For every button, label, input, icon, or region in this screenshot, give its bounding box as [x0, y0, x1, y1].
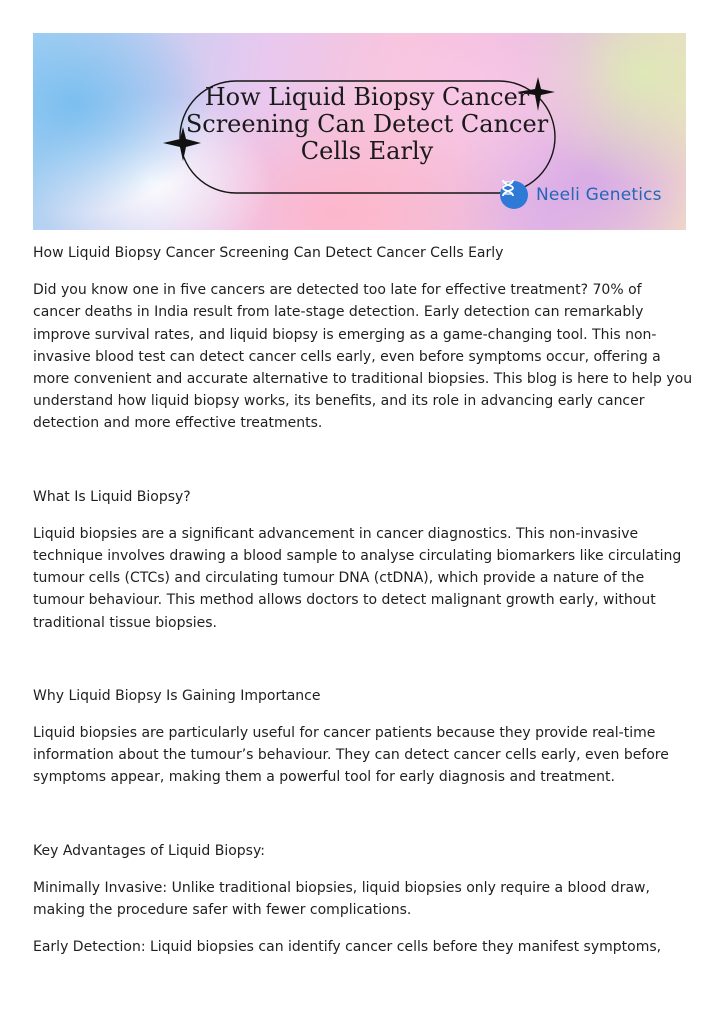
section-body-why-important: Liquid biopsies are particularly useful for cancer patients because they provide real-time information about the tumour’s behaviour. They can detect cancer cells early, even before symptoms appear, making them a powerful tool for early diagnosis and treatment. [33, 725, 669, 786]
hero-banner [33, 33, 686, 230]
brand-name: Neeli Genetics [536, 185, 662, 205]
brand-lockup [500, 179, 662, 211]
section-body-what-is: Liquid biopsies are a significant advancement in cancer diagnostics. This non-invasive technique involves drawing a blood sample to analyse circulating biomarkers like circulating tumour cells (CTCs) and circulating tumour DNA (ctDNA), which provide a nature of the tumour behaviour. This method allows doctors to detect malignant growth early, without traditional tissue biopsies. [33, 525, 682, 631]
section-heading-what-is: What Is Liquid Biopsy? [33, 488, 191, 505]
banner-title-line-1: How Liquid Biopsy Cancer [204, 83, 530, 111]
article-body [33, 242, 693, 958]
advantage-item: Minimally Invasive: Unlike traditional biopsies, liquid biopsies only require a blood draw, making the procedure safer with fewer complications. [33, 879, 650, 919]
banner-title-line-3: Cells Early [300, 137, 434, 165]
banner-title-line-2: Screening Can Detect Cancer [185, 110, 549, 138]
article-title: How Liquid Biopsy Cancer Screening Can Detect Cancer Cells Early [33, 245, 504, 261]
dna-helix-icon [500, 181, 528, 209]
intro-paragraph: Did you know one in five cancers are detected too late for effective treatment? 70% of cancer deaths in India result from late-stage detection. Early detection can remarkably improve survival rates, and liquid biopsy is emerging as a game-changing tool. This non-invasive blood test can detect cancer cells early, even before symptoms occur, offering a more convenient and accurate alternative to traditional biopsies. This blog is here to help you understand how liquid biopsy works, its benefits, and its role in advancing early cancer detection and more effective treatments. [33, 282, 693, 432]
advantage-item: Early Detection: Liquid biopsies can identify cancer cells before they manifest symptoms, [33, 939, 662, 956]
section-heading-why-important: Why Liquid Biopsy Is Gaining Importance [33, 687, 321, 704]
section-heading-advantages: Key Advantages of Liquid Biopsy: [33, 842, 265, 859]
